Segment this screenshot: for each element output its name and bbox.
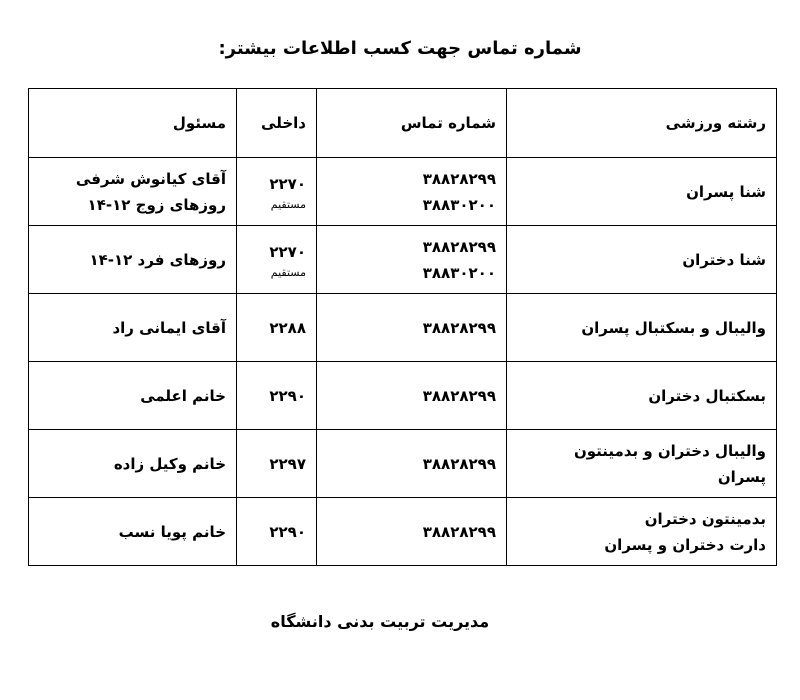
sport-cell xyxy=(507,158,777,226)
sport-cell xyxy=(507,498,777,566)
sport-cell-line: بسکتبال دختران xyxy=(648,386,766,405)
phone-cell-line: ۳۸۸۲۸۲۹۹ xyxy=(422,522,496,541)
extension-number: ۲۲۹۰ xyxy=(269,386,306,405)
table-row xyxy=(29,158,777,226)
person-cell xyxy=(29,158,237,226)
header-person: مسئول xyxy=(29,89,237,158)
phone-cell xyxy=(317,158,507,226)
sport-cell-line: شنا پسران xyxy=(686,182,766,201)
table-body xyxy=(29,158,777,566)
table-row xyxy=(29,430,777,498)
phone-cell-line: ۳۸۸۳۰۲۰۰ xyxy=(422,263,496,282)
person-cell-line: روزهای فرد ۱۲-۱۴ xyxy=(89,250,226,269)
extension-cell xyxy=(237,430,317,498)
phone-cell-line: ۳۸۸۲۸۲۹۹ xyxy=(422,169,496,188)
person-cell xyxy=(29,294,237,362)
header-phone: شماره تماس xyxy=(317,89,507,158)
sport-cell xyxy=(507,430,777,498)
sport-cell-line: بدمینتون دختران xyxy=(644,509,766,528)
sport-cell xyxy=(507,226,777,294)
person-cell xyxy=(29,498,237,566)
sport-cell-line: شنا دختران xyxy=(682,250,766,269)
table-row xyxy=(29,498,777,566)
table-header xyxy=(29,89,777,158)
page-title: شماره تماس جهت کسب اطلاعات بیشتر: xyxy=(218,38,582,59)
phone-cell-line: ۳۸۸۳۰۲۰۰ xyxy=(422,195,496,214)
phone-cell-line: ۳۸۸۲۸۲۹۹ xyxy=(422,454,496,473)
extension-cell xyxy=(237,362,317,430)
footer-signature: مدیریت تربیت بدنی دانشگاه xyxy=(270,612,490,631)
person-cell-line: روزهای زوج ۱۲-۱۴ xyxy=(87,195,226,214)
extension-cell xyxy=(237,226,317,294)
person-cell-line: خانم پویا نسب xyxy=(118,522,226,541)
extension-cell xyxy=(237,158,317,226)
person-cell xyxy=(29,226,237,294)
extension-number: ۲۲۷۰ xyxy=(269,242,306,261)
phone-cell xyxy=(317,362,507,430)
extension-cell xyxy=(237,498,317,566)
sport-cell xyxy=(507,362,777,430)
person-cell xyxy=(29,362,237,430)
extension-number: ۲۲۹۷ xyxy=(269,454,306,473)
phone-cell-line: ۳۸۸۲۸۲۹۹ xyxy=(422,386,496,405)
person-cell-line: خانم اعلمی xyxy=(140,386,226,405)
header-extension: داخلی xyxy=(237,89,317,158)
table-row xyxy=(29,362,777,430)
sport-cell-line: والیبال دختران و بدمینتون xyxy=(573,441,766,460)
phone-cell-line: ۳۸۸۲۸۲۹۹ xyxy=(422,237,496,256)
person-cell xyxy=(29,430,237,498)
contact-table xyxy=(28,88,777,566)
table-row xyxy=(29,226,777,294)
table-row xyxy=(29,294,777,362)
phone-cell xyxy=(317,226,507,294)
header-sport: رشته ورزشی xyxy=(507,89,777,158)
phone-cell-line: ۳۸۸۲۸۲۹۹ xyxy=(422,318,496,337)
extension-note: مستقیم xyxy=(270,265,306,279)
person-cell-line: خانم وکیل زاده xyxy=(113,454,226,473)
phone-cell xyxy=(317,294,507,362)
sport-cell xyxy=(507,294,777,362)
phone-cell xyxy=(317,430,507,498)
sport-cell-line: دارت دختران و پسران xyxy=(604,535,766,554)
extension-cell xyxy=(237,294,317,362)
header-row xyxy=(29,89,777,158)
person-cell-line: آقای کیانوش شرفی xyxy=(75,169,226,188)
extension-note: مستقیم xyxy=(270,197,306,211)
extension-number: ۲۲۷۰ xyxy=(269,174,306,193)
phone-cell xyxy=(317,498,507,566)
extension-number: ۲۲۸۸ xyxy=(269,318,306,337)
sport-cell-line: والیبال و بسکتبال پسران xyxy=(581,318,766,337)
extension-number: ۲۲۹۰ xyxy=(269,522,306,541)
person-cell-line: آقای ایمانی راد xyxy=(112,318,226,337)
sport-cell-line: پسران xyxy=(717,467,766,486)
